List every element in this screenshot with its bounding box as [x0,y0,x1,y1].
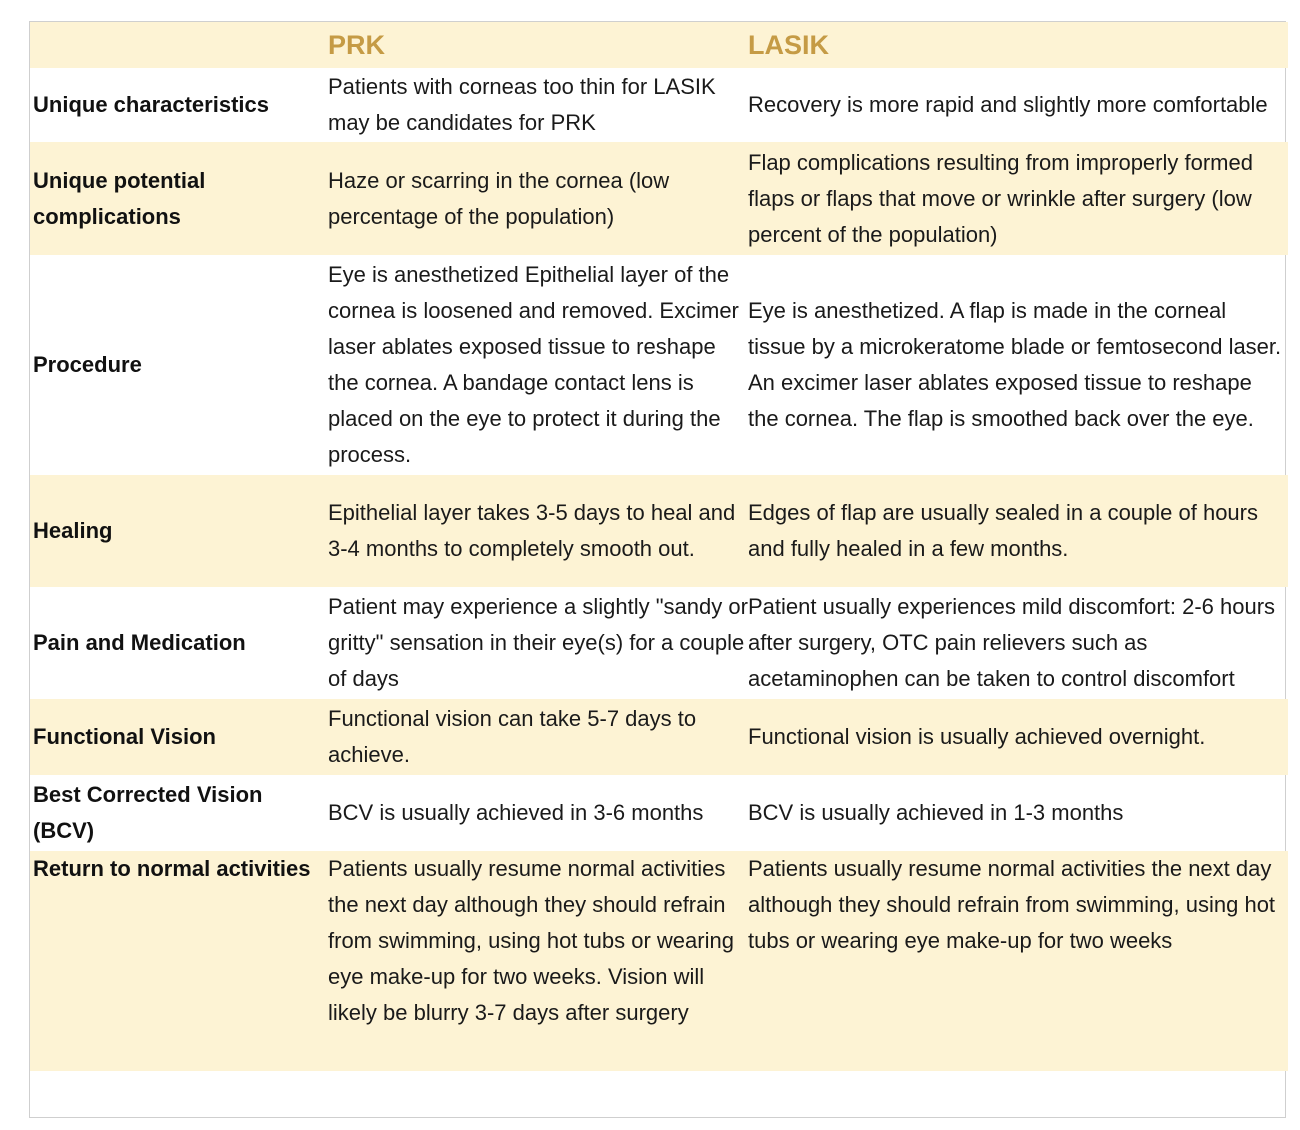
comparison-table-frame [29,21,1286,1118]
header-prk: PRK [328,22,748,68]
row-label: Unique potential complications [30,142,328,255]
table-row [30,142,1288,255]
prk-vs-lasik-table [30,22,1288,1071]
header-empty-cell [30,22,328,68]
table-row [30,851,1288,1071]
prk-cell: Eye is anesthetized Epithelial layer of the cornea is loosened and removed. Excimer laser ablates exposed tissue to reshape the cornea. A bandage contact lens is placed on the eye to protect it during the process. [328,262,739,467]
table-row [30,775,1288,851]
table-row [30,255,1288,475]
prk-cell: Haze or scarring in the cornea (low percentage of the population) [328,142,748,255]
prk-cell: Patients with corneas too thin for LASIK may be candidates for PRK [328,74,716,135]
lasik-cell: BCV is usually achieved in 1-3 months [748,800,1124,825]
table-row [30,587,1288,699]
table-row [30,475,1288,587]
lasik-cell: Patient usually experiences mild discomfort: 2-6 hours after surgery, OTC pain relievers such as acetaminophen can be taken to control discomfort [748,594,1276,691]
row-label: Healing [30,475,328,587]
prk-cell: Epithelial layer takes 3-5 days to heal and 3-4 months to completely smooth out. [328,475,748,587]
row-label: Pain and Medication [33,630,246,655]
prk-cell: BCV is usually achieved in 3-6 months [328,800,704,825]
lasik-cell: Edges of flap are usually sealed in a couple of hours and fully healed in a few months. [748,475,1288,587]
lasik-cell: Recovery is more rapid and slightly more comfortable [748,92,1268,117]
lasik-cell: Flap complications resulting from improperly formed flaps or flaps that move or wrinkle after surgery (low percent of the population) [748,142,1288,255]
prk-cell: Patient may experience a slightly "sandy or gritty" sensation in their eye(s) for a couple of days [328,594,748,691]
row-label: Best Corrected Vision (BCV) [33,782,263,843]
row-label: Return to normal activities [30,851,328,1071]
lasik-cell: Eye is anesthetized. A flap is made in the corneal tissue by a microkeratome blade or femtosecond laser. An excimer laser ablates exposed tissue to reshape the cornea. The flap is smoothed back over the eye. [748,298,1282,431]
header-lasik: LASIK [748,22,1288,68]
row-label: Functional Vision [30,699,328,775]
lasik-cell: Functional vision is usually achieved overnight. [748,699,1288,775]
prk-cell: Functional vision can take 5-7 days to achieve. [328,699,748,775]
row-label: Unique characteristics [33,92,269,117]
lasik-cell: Patients usually resume normal activities the next day although they should refrain from swimming, using hot tubs or wearing eye make-up for two weeks [748,851,1288,1071]
table-row [30,699,1288,775]
row-label: Procedure [33,352,142,377]
header-row [30,22,1288,68]
table-row [30,68,1288,142]
prk-cell: Patients usually resume normal activities the next day although they should refrain from swimming, using hot tubs or wearing eye make-up for two weeks. Vision will likely be blurry 3-7 days after surgery [328,851,748,1071]
